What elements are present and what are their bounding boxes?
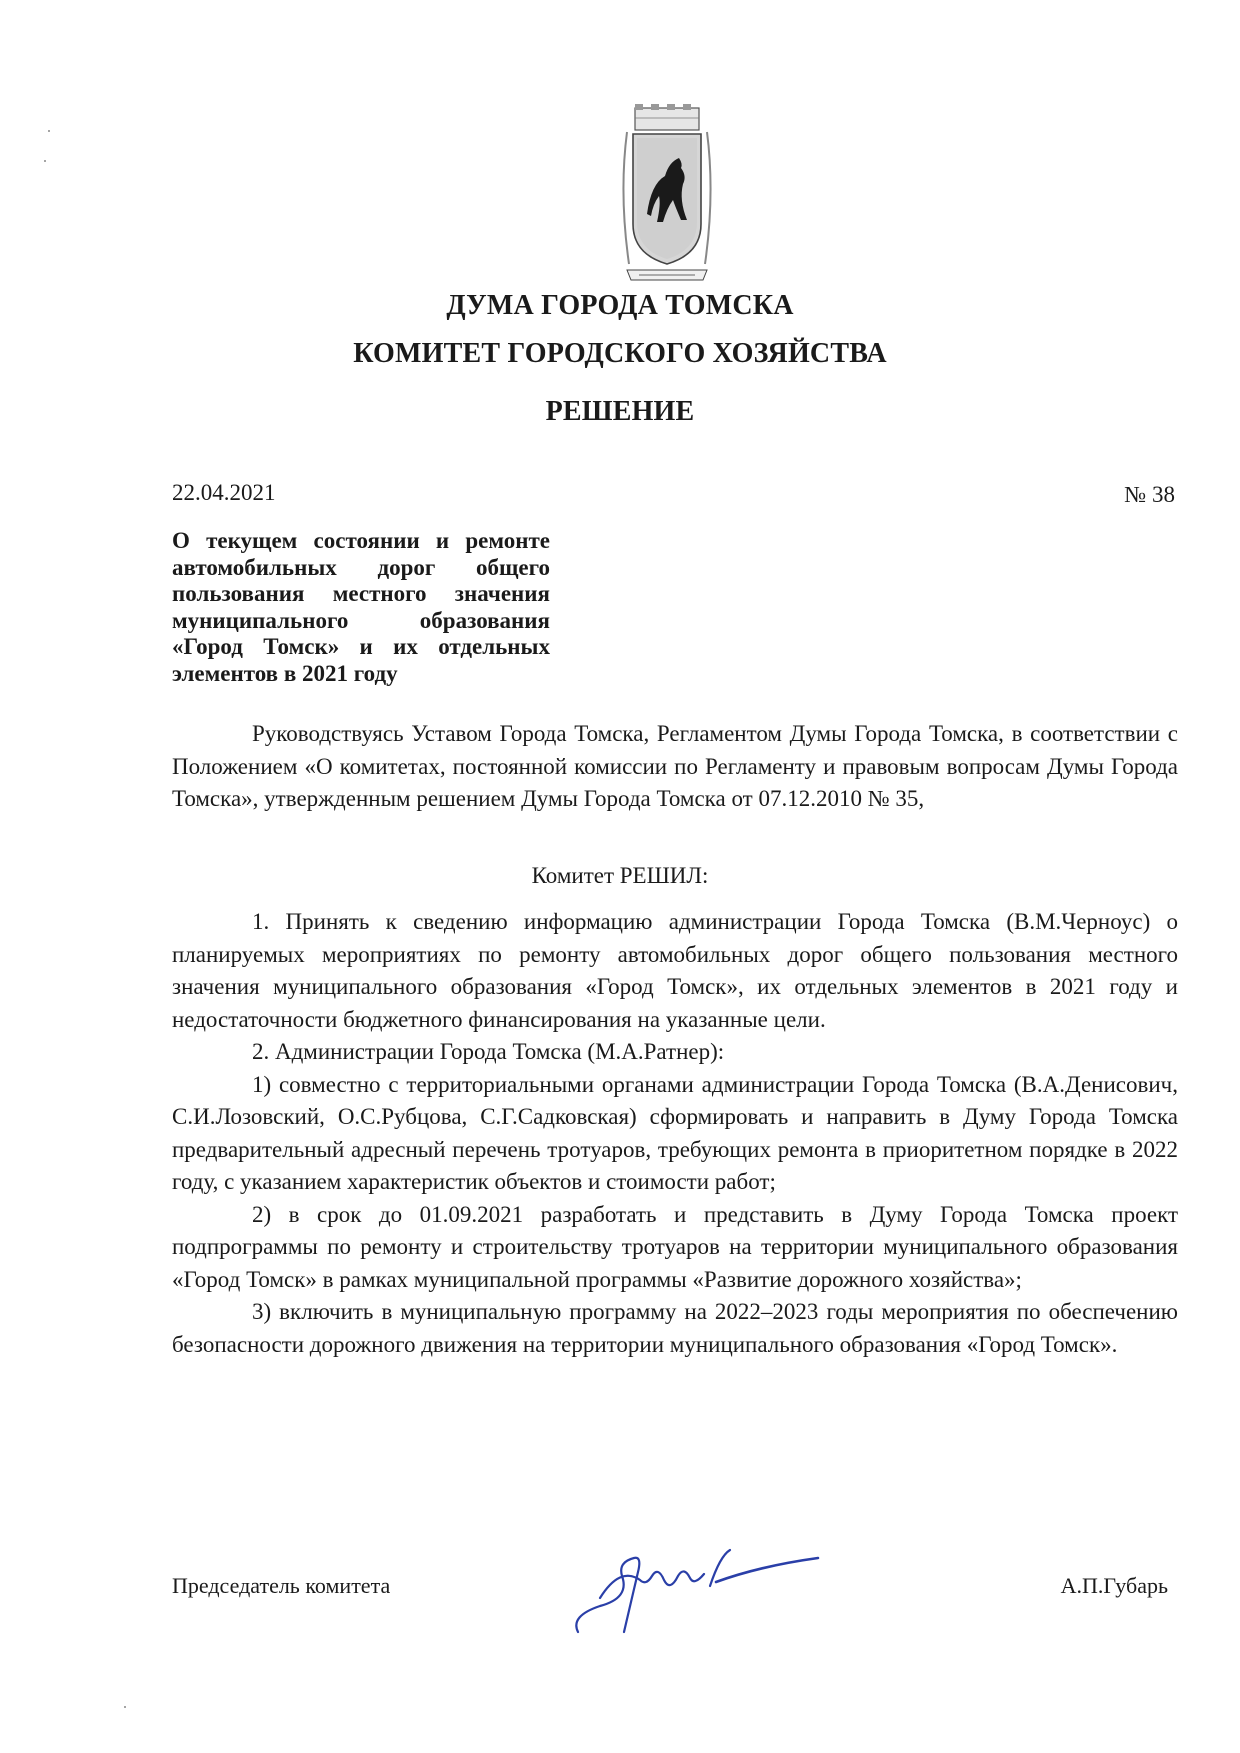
preamble-text: Руководствуясь Уставом Города Томска, Регламентом Думы Города Томска, в соответствии с Положением «О комитетах, постоянной комиссии по Регламенту и правовым вопросам Думы Города Томска», утвержденным решением Думы Города Томска от 07.12.2010 № 35, — [172, 721, 1178, 811]
signatory-position: Председатель комитета — [172, 1573, 391, 1598]
list-item: 2) в срок до 01.09.2021 разработать и представить в Думу Города Томска проект подпрограммы по ремонту и строительству тротуаров на территории муниципального образования «Город Томск» в рамках муниципальной программы «Развитие дорожного хозяйства»; — [172, 1201, 1178, 1292]
coat-of-arms-icon — [617, 104, 717, 284]
scan-speck — [44, 160, 46, 162]
committee-title: КОМИТЕТ ГОРОДСКОГО ХОЗЯЙСТВА — [353, 338, 887, 369]
scan-speck — [124, 1706, 126, 1708]
resolution-items — [172, 906, 1178, 1361]
document-type: РЕШЕНИЕ — [545, 396, 695, 427]
preamble — [172, 718, 1178, 816]
document-number: № 38 — [1124, 482, 1175, 507]
document-subject: О текущем состоянии и ремонте автомобильных дорог общего пользования местного значения муниципального образования «Город Томск» и их отдельных элементов в 2021 году — [172, 528, 550, 686]
document-date: 22.04.2021 — [172, 480, 276, 505]
list-item: 1. Принять к сведению информацию администрации Города Томска (В.М.Черноус) о планируемых мероприятиях по ремонту автомобильных дорог общего пользования местного значения муниципального образования «Город Томск», их отдельных элементов в 2021 году и недостаточности бюджетного финансирования на указанные цели. — [172, 909, 1178, 1032]
list-item: 1) совместно с территориальными органами администрации Города Томска (В.А.Денисович, С.И.Лозовский, О.С.Рубцова, С.Г.Садковская) сформировать и направить в Думу Города Томска предварительный адресный перечень тротуаров, требующих ремонта в приоритетном порядке в 2022 году, с указанием характеристик объектов и стоимости работ; — [172, 1071, 1178, 1194]
list-item: 2. Администрации Города Томска (М.А.Ратнер): — [252, 1039, 725, 1064]
signatory-name: А.П.Губарь — [1060, 1573, 1168, 1598]
handwritten-signature — [560, 1536, 830, 1646]
list-item: 3) включить в муниципальную программу на 2022–2023 годы мероприятия по обеспечению безопасности дорожного движения на территории муниципального образования «Город Томск». — [172, 1299, 1178, 1357]
org-title: ДУМА ГОРОДА ТОМСКА — [446, 290, 794, 321]
scan-speck — [48, 130, 50, 132]
resolved-heading: Комитет РЕШИЛ: — [531, 863, 709, 888]
